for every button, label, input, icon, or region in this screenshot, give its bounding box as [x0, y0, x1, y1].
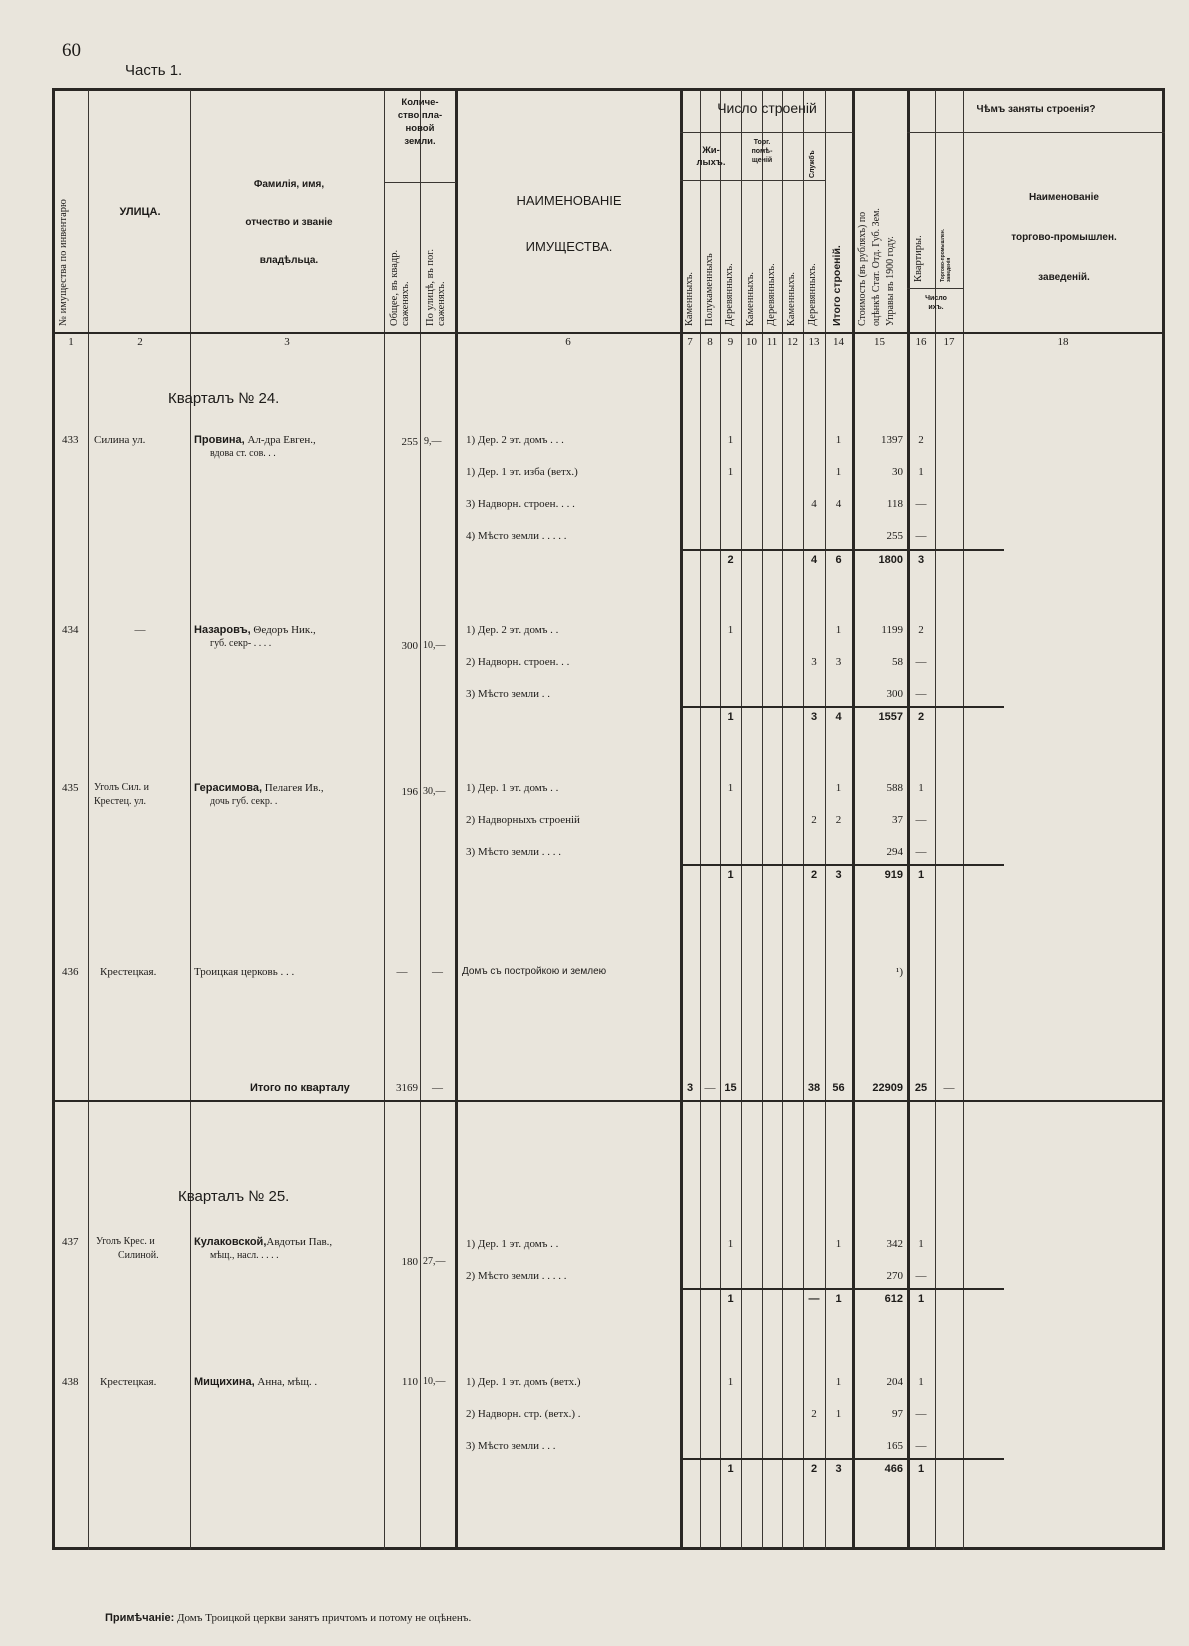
cell-total: 2	[835, 814, 842, 826]
cell-value: 118	[886, 498, 903, 510]
header-trade-names: Наименованіе торгово-промышлен. заведеній.	[1011, 192, 1117, 283]
header-service-stone: Каменныхъ.	[786, 271, 797, 326]
owner-name: Провина, Ал-дра Евген.,	[194, 434, 316, 446]
subtotal-wooden: 1	[727, 1293, 734, 1305]
cell-total: 1	[835, 624, 842, 636]
street-name-2: Силиной.	[118, 1250, 159, 1261]
col-rule	[420, 90, 421, 1550]
col-rule	[455, 90, 458, 1550]
cell-value: 1397	[881, 434, 903, 446]
cell-total: 1	[835, 434, 842, 446]
header-buildings: Число строеній	[717, 100, 817, 116]
owner-name: Герасимова, Пелагея Ив.,	[194, 782, 324, 794]
cell-count: —	[915, 814, 927, 826]
quarter-total-front: —	[432, 1082, 443, 1094]
header-dwelling: Жи- лыхъ.	[696, 145, 726, 168]
subtotal-service: —	[808, 1293, 820, 1305]
property-item: 3) Мѣсто земли . .	[466, 688, 551, 700]
owner-name: Мищихина, Анна, мѣщ. .	[194, 1376, 318, 1388]
cell-value: 30	[892, 466, 903, 478]
cell-count: —	[915, 846, 927, 858]
subtotal-value: 612	[884, 1293, 903, 1305]
cell-count: —	[915, 1440, 927, 1452]
cell-value: 204	[886, 1376, 903, 1388]
quarter-title: Кварталъ № 25.	[178, 1188, 290, 1205]
cell-service: 2	[811, 1408, 817, 1420]
cell-value: 97	[892, 1408, 903, 1420]
quarter-total-value: 22909	[872, 1082, 903, 1094]
property-item: 4) Мѣсто земли . . . . .	[466, 530, 567, 542]
cell-count: —	[915, 530, 927, 542]
subtotal-value: 919	[884, 869, 903, 881]
land-front: 9,—	[424, 436, 442, 447]
inv-number: 433	[62, 434, 79, 446]
property-item: 1) Дер. 1 эт. домъ (ветх.)	[466, 1376, 581, 1388]
col-rule	[720, 90, 721, 1550]
inv-number: 438	[62, 1376, 79, 1388]
header-wooden: Деревянныхъ.	[724, 263, 735, 326]
property-item: 2) Надворн. стр. (ветх.) .	[466, 1408, 581, 1420]
header-land-total: Общее, въ квадр. саженяхъ.	[389, 249, 411, 326]
cell-count: —	[915, 656, 927, 668]
header-total-buildings: Итого строеній.	[831, 245, 843, 326]
footnote: Примѣчаніе: Домъ Троицкой церкви занятъ причтомъ и потому не оцѣненъ.	[105, 1612, 472, 1624]
header-half-stone: Полукаменныхъ	[704, 253, 715, 326]
subtotal-service: 4	[810, 554, 818, 566]
header-count: Число ихъ.	[925, 295, 947, 311]
subtotal-count: 3	[917, 554, 925, 566]
quarter-total-count: 25	[914, 1082, 928, 1094]
owner-title: мѣщ., насл. . . . .	[210, 1250, 279, 1261]
cell-value: 342	[886, 1238, 903, 1250]
header-rule	[680, 180, 826, 181]
cell-value: 58	[892, 656, 903, 668]
street-name: Уголъ Сил. и	[94, 782, 149, 793]
header-service: Службъ	[809, 150, 816, 178]
cell-count: —	[915, 1270, 927, 1282]
cell-service: 4	[811, 498, 817, 510]
col-number: 6	[565, 336, 571, 348]
header-value: Стоимость (въ рубляхъ) по оцѣнкѣ Стат. Отд. Губ. Зем. Управы въ 1900 году.	[857, 208, 896, 326]
cell-wooden: 1	[727, 624, 734, 636]
cell-value: 588	[886, 782, 903, 794]
street-name-2: Крестец. ул.	[94, 796, 147, 807]
inv-number: 435	[62, 782, 79, 794]
cell-total: 1	[835, 1376, 842, 1388]
land-area: 196	[401, 786, 418, 798]
col-number: 14	[833, 336, 844, 348]
col-rule	[88, 90, 89, 1550]
cell-value: 37	[892, 814, 903, 826]
cell-count: 1	[918, 466, 924, 478]
cell-wooden: 1	[727, 1376, 734, 1388]
subtotal-wooden: 1	[727, 1463, 734, 1475]
inv-number: 434	[62, 624, 79, 636]
header-rule	[907, 132, 1165, 133]
cell-total: 1	[835, 782, 842, 794]
header-trade-stone: Каменныхъ.	[745, 271, 756, 326]
cell-wooden: 1	[727, 1238, 734, 1250]
subtotal-service: 2	[810, 869, 818, 881]
header-owner: Фамилія, имя, отчество и званіе владѣльца.	[245, 179, 333, 266]
col-number: 16	[915, 336, 927, 348]
inv-number: 437	[62, 1236, 79, 1248]
header-rule	[680, 132, 853, 133]
owner-name: Назаровъ, Θедоръ Ник.,	[194, 624, 316, 636]
header-inv-no: № имущества по инвентарю	[58, 199, 69, 326]
header-trade-wooden: Деревянныхъ.	[766, 263, 777, 326]
land-front: 10,—	[423, 640, 446, 651]
property-item: 3) Мѣсто земли . . .	[466, 1440, 556, 1452]
quarter-total-total: 56	[832, 1082, 845, 1094]
subtotal-rule	[680, 864, 1004, 866]
subtotal-count: 1	[917, 869, 925, 881]
subtotal-rule	[680, 549, 1004, 551]
cell-count: 1	[918, 1238, 924, 1250]
cell-count: —	[915, 1408, 927, 1420]
cell-value: 165	[886, 1440, 903, 1452]
col-number: 11	[766, 336, 778, 348]
street-name: Крестецкая.	[100, 1376, 157, 1388]
table-frame	[52, 88, 1165, 1550]
cell-total: 3	[835, 656, 842, 668]
street-name: Уголъ Крес. и	[96, 1236, 155, 1247]
cell-value: 1199	[881, 624, 903, 636]
header-rule	[384, 182, 456, 183]
quarter-title: Кварталъ № 24.	[168, 390, 280, 407]
col-number: 15	[874, 336, 885, 348]
land-area: 255	[401, 436, 418, 448]
subtotal-total: 6	[835, 554, 842, 566]
cell-count: 1	[918, 782, 924, 794]
cell-service: 3	[811, 656, 817, 668]
col-number: 13	[808, 336, 820, 348]
cell-value-note: ¹)	[896, 966, 903, 978]
col-rule	[700, 90, 701, 1550]
subtotal-wooden: 1	[727, 711, 734, 723]
owner-name: Троицкая церковь . . .	[194, 966, 295, 978]
header-rule	[907, 288, 963, 289]
subtotal-value: 466	[884, 1463, 903, 1475]
inv-number: 436	[62, 966, 79, 978]
property-item: 1) Дер. 2 эт. домъ . .	[466, 624, 559, 636]
subtotal-rule	[680, 1458, 1004, 1460]
quarter-separator	[52, 1100, 1165, 1102]
subtotal-total: 1	[835, 1293, 842, 1305]
col-rule	[384, 90, 385, 1550]
cell-wooden: 1	[727, 782, 734, 794]
subtotal-rule	[680, 706, 1004, 708]
header-trade: Торг. помѣ- щеній	[751, 139, 773, 164]
cell-total: 4	[835, 498, 842, 510]
header-trade-est: Торгово-промышлен. заведенія	[940, 228, 952, 282]
cell-count: 1	[918, 1376, 924, 1388]
header-bottom-rule	[52, 332, 1165, 334]
header-street: УЛИЦА.	[119, 206, 161, 218]
col-rule	[190, 90, 191, 1550]
cell-total: 1	[835, 1408, 842, 1420]
land-front: —	[432, 966, 443, 978]
cell-wooden: 1	[727, 434, 734, 446]
subtotal-wooden: 2	[727, 554, 734, 566]
street-name: Крестецкая.	[100, 966, 157, 978]
col-number: 1	[68, 336, 74, 348]
subtotal-total: 3	[835, 1463, 842, 1475]
header-apartments: Квартиры.	[913, 235, 924, 282]
street-name: Силина ул.	[94, 434, 146, 446]
quarter-total-est: —	[943, 1082, 955, 1094]
property-item: 1) Дер. 1 эт. домъ . .	[466, 782, 559, 794]
owner-name: Кулаковской,Авдотьи Пав.,	[194, 1236, 333, 1248]
cell-value: 270	[886, 1270, 903, 1282]
property-item: 2) Мѣсто земли . . . . .	[466, 1270, 567, 1282]
subtotal-value: 1557	[878, 711, 903, 723]
subtotal-wooden: 1	[727, 869, 734, 881]
col-rule	[782, 90, 783, 1550]
quarter-total-service: 38	[807, 1082, 821, 1094]
col-rule	[963, 90, 964, 1550]
land-front: 27,—	[423, 1256, 446, 1267]
subtotal-service: 2	[810, 1463, 818, 1475]
owner-title: губ. секр- . . . .	[210, 638, 272, 649]
cell-value: 300	[886, 688, 903, 700]
land-front: 30,—	[423, 786, 446, 797]
quarter-total-label: Итого по кварталу	[250, 1082, 350, 1094]
owner-title: дочь губ. секр. .	[210, 796, 278, 807]
land-area: 180	[401, 1256, 418, 1268]
col-rule	[762, 90, 763, 1550]
property-item: 3) Надворн. строен. . . .	[466, 498, 575, 510]
property-item: 2) Надворныхъ строеній	[466, 814, 580, 826]
cell-wooden: 1	[727, 466, 734, 478]
subtotal-count: 1	[917, 1293, 925, 1305]
cell-total: 1	[835, 1238, 842, 1250]
land-area: —	[396, 966, 408, 978]
col-number: 2	[137, 336, 143, 348]
street-name: —	[134, 624, 146, 636]
property-item: 3) Мѣсто земли . . . .	[466, 846, 562, 858]
property-item: 1) Дер. 2 эт. домъ . . .	[466, 434, 564, 446]
col-number: 3	[284, 336, 290, 348]
owner-title: вдова ст. сов. . .	[210, 448, 276, 459]
col-number: 9	[727, 336, 734, 348]
col-number: 10	[746, 336, 757, 348]
quarter-total-area: 3169	[396, 1082, 418, 1094]
cell-value: 294	[886, 846, 903, 858]
subtotal-service: 3	[810, 711, 818, 723]
subtotal-rule	[680, 1288, 1004, 1290]
subtotal-total: 4	[835, 711, 842, 723]
land-area: 300	[401, 640, 418, 652]
col-number: 18	[1057, 336, 1069, 348]
header-land-qty: Количе- ство пла- новой земли.	[397, 97, 443, 147]
subtotal-count: 2	[917, 711, 925, 723]
quarter-total-wooden: 15	[724, 1082, 737, 1094]
col-number: 8	[707, 336, 713, 348]
property-item: 1) Дер. 1 эт. домъ . .	[466, 1238, 559, 1250]
subtotal-count: 1	[917, 1463, 925, 1475]
part-label: Часть 1.	[125, 62, 183, 79]
col-number: 7	[687, 336, 693, 348]
land-area: 110	[401, 1376, 418, 1388]
header-property: НАИМЕНОВАНІЕ ИМУЩЕСТВА.	[516, 193, 622, 254]
header-occupied: Чѣмъ заняты строенія?	[976, 104, 1096, 115]
cell-count: —	[915, 688, 927, 700]
cell-service: 2	[811, 814, 817, 826]
header-stone: Каменныхъ.	[684, 271, 695, 326]
col-rule	[680, 90, 683, 1550]
land-front: 10,—	[423, 1376, 446, 1387]
col-rule	[741, 90, 742, 1550]
quarter-total-half: —	[704, 1082, 716, 1094]
cell-value: 255	[886, 530, 903, 542]
property-item: 1) Дер. 1 эт. изба (ветх.)	[466, 466, 578, 478]
header-land-street: По улицѣ, въ пог. саженяхъ.	[425, 248, 447, 326]
col-number: 17	[943, 336, 955, 348]
cell-count: 2	[918, 434, 924, 446]
property-item: 2) Надворн. строен. . .	[466, 656, 570, 668]
col-number: 12	[787, 336, 798, 348]
quarter-total-stone: 3	[686, 1082, 694, 1094]
subtotal-total: 3	[835, 869, 842, 881]
cell-count: —	[915, 498, 927, 510]
page-number: 60	[62, 40, 81, 61]
cell-total: 1	[835, 466, 842, 478]
property-item: Домъ съ постройкою и землею	[462, 966, 607, 977]
cell-count: 2	[918, 624, 924, 636]
subtotal-value: 1800	[878, 554, 903, 566]
header-service-wooden: Деревянныхъ.	[807, 263, 818, 326]
